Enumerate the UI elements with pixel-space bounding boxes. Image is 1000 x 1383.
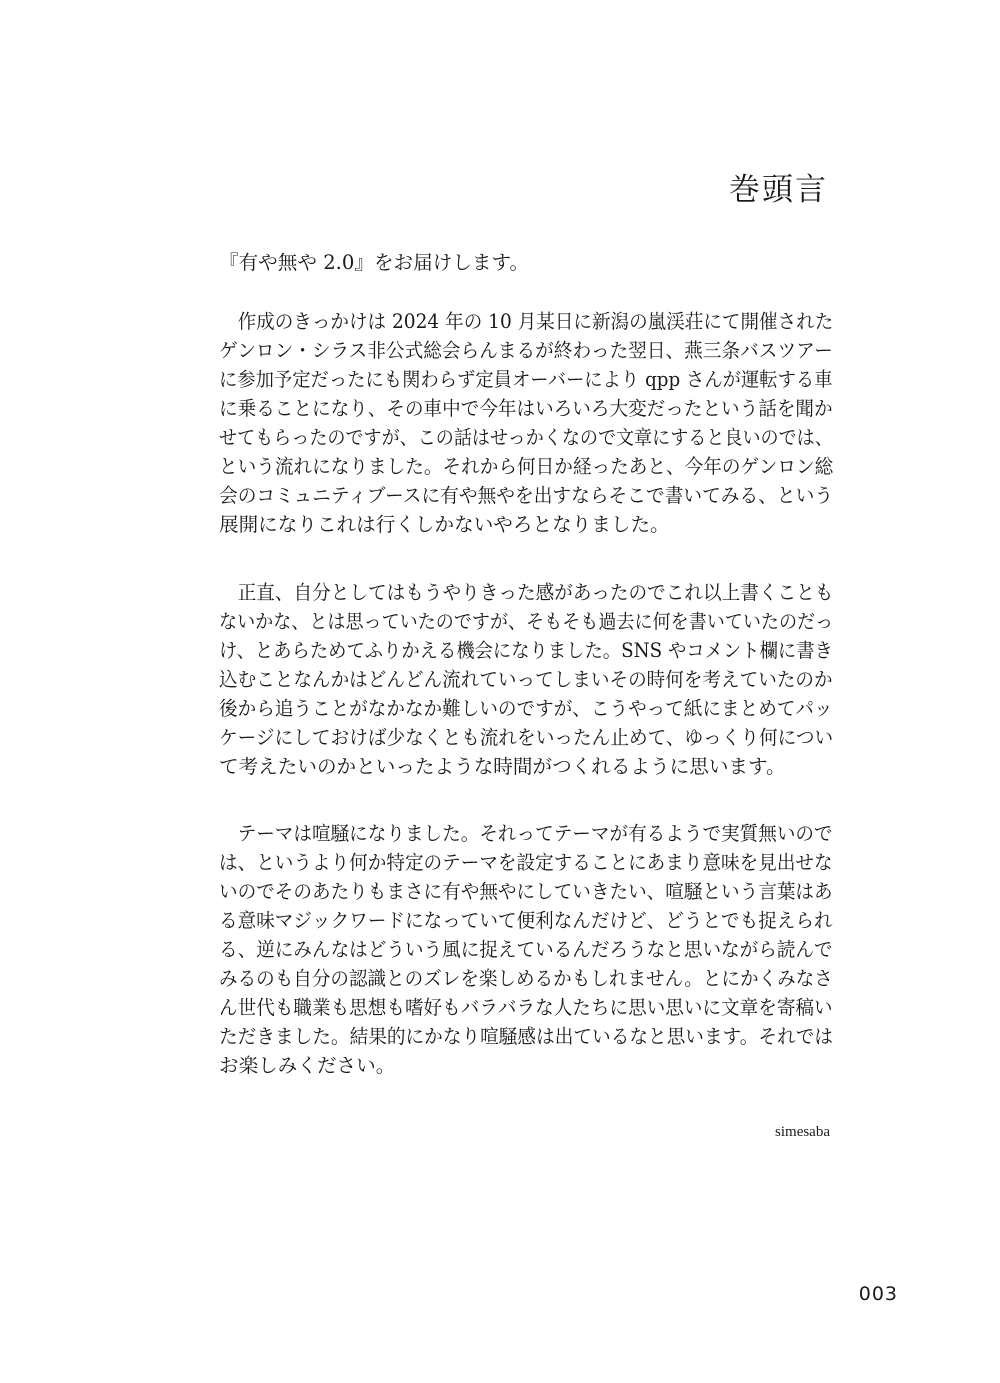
paragraph-line: ゲンロン・シラス非公式総会らんまるが終わった翌日、燕三条バスツアー xyxy=(219,339,833,362)
paragraph-line: 後から追うことがなかなか難しいのですが、こうやって紙にまとめてパッ xyxy=(219,697,833,720)
paragraph-1 xyxy=(219,307,833,539)
paragraph-line: という流れになりました。それから何日か経ったあと、今年のゲンロン総 xyxy=(219,455,834,478)
intro-line: 『有や無や 2.0』をお届けします。 xyxy=(219,251,530,274)
paragraph-line: テーマは喧騒になりました。それってテーマが有るようで実質無いので xyxy=(219,822,833,845)
paragraph-line: に参加予定だったにも関わらず定員オーバーにより qpp さんが運転する車 xyxy=(219,368,833,391)
paragraph-line: せてもらったのですが、この話はせっかくなので文章にすると良いのでは、 xyxy=(219,426,833,449)
paragraph-line: け、とあらためてふりかえる機会になりました。SNS やコメント欄に書き xyxy=(219,639,833,662)
author-signature: simesaba xyxy=(775,1124,830,1140)
page-number: 003 xyxy=(858,1283,898,1305)
paragraph-line: る、逆にみんなはどういう風に捉えているんだろうなと思いながら読んで xyxy=(219,938,833,961)
page-title: 巻頭言 xyxy=(729,172,828,208)
paragraph-line: 会のコミュニティブースに有や無やを出すならそこで書いてみる、という xyxy=(219,484,834,507)
paragraph-line: は、というより何か特定のテーマを設定することにあまり意味を見出せな xyxy=(219,851,833,874)
paragraph-line: る意味マジックワードになっていて便利なんだけど、どうとでも捉えられ xyxy=(219,909,833,932)
paragraph-line: お楽しみください。 xyxy=(219,1054,396,1077)
paragraph-line: 作成のきっかけは 2024 年の 10 月某日に新潟の嵐渓荘にて開催された xyxy=(219,310,834,333)
paragraph-line: ただきました。結果的にかなり喧騒感は出ているなと思います。それでは xyxy=(219,1025,834,1048)
paragraph-line: 込むことなんかはどんどん流れていってしまいその時何を考えていたのか xyxy=(219,668,833,691)
paragraph-line: みるのも自分の認識とのズレを楽しめるかもしれません。とにかくみなさ xyxy=(219,967,833,990)
paragraph-3 xyxy=(219,819,833,1080)
paragraph-line: ケージにしておけば少なくとも流れをいったん止めて、ゆっくり何につい xyxy=(219,726,834,749)
paragraph-line: 展開になりこれは行くしかないやろとなりました。 xyxy=(219,513,670,536)
paragraph-line: 正直、自分としてはもうやりきった感があったのでこれ以上書くことも xyxy=(219,581,834,604)
paragraph-line: いのでそのあたりもまさに有や無やにしていきたい、喧騒という言葉はあ xyxy=(219,880,833,903)
paragraph-line: て考えたいのかといったような時間がつくれるように思います。 xyxy=(219,755,786,778)
paragraph-2 xyxy=(219,578,833,781)
paragraph-line: ないかな、とは思っていたのですが、そもそも過去に何を書いていたのだっ xyxy=(219,610,834,633)
paragraph-line: に乗ることになり、その車中で今年はいろいろ大変だったという話を聞か xyxy=(219,397,833,420)
paragraph-line: ん世代も職業も思想も嗜好もバラバラな人たちに思い思いに文章を寄稿い xyxy=(219,996,833,1019)
